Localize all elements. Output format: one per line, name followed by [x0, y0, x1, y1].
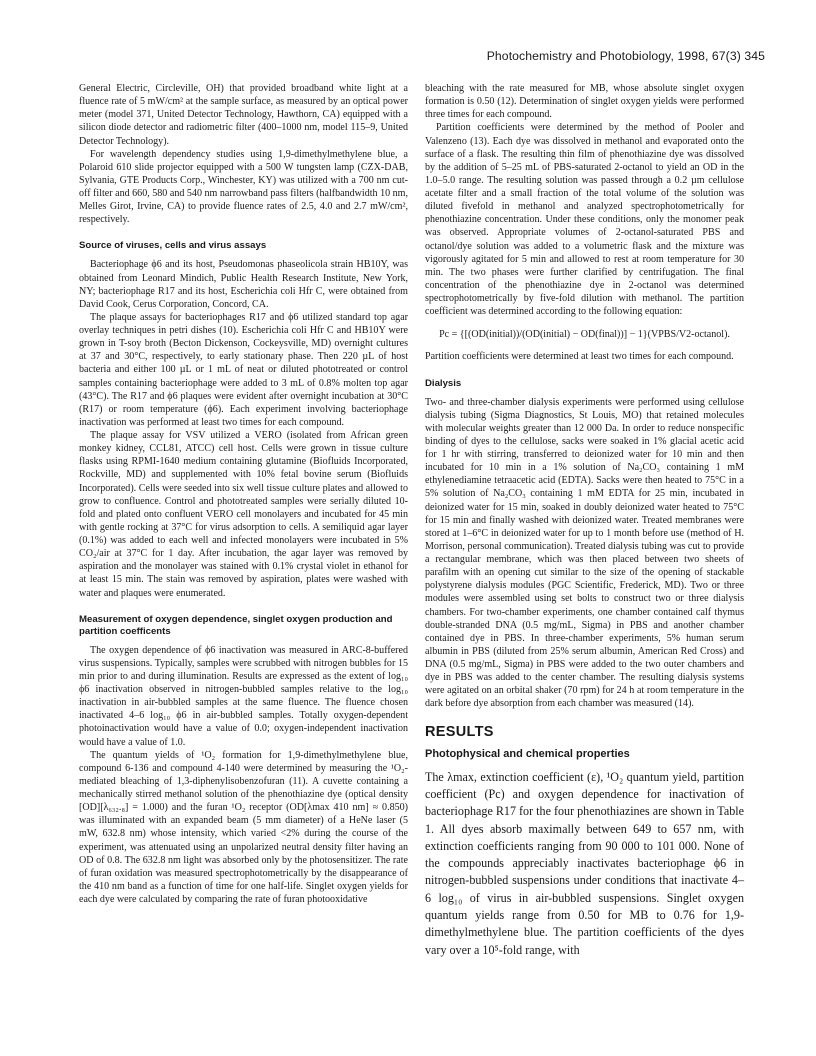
section-heading: Measurement of oxygen dependence, singlet oxygen production and partition coefficents	[79, 613, 393, 637]
paragraph: bleaching with the rate measured for MB, whose absolute singlet oxygen formation is 0.50 (12). Determination of singlet oxygen yields were performed three times for each compound.	[425, 83, 744, 121]
paragraph: The oxygen dependence of ϕ6 inactivation was measured in ARC-8-buffered virus suspensions. Typically, samples were scrubbed with nitrogen bubbles for 15 min prior to and during illumination. Results are expressed as the extent of log₁₀ ϕ6 inactivation observed in nitrogen-bubbled samples relative to the log₁₀ inactivation in air-bubbled samples at the same fluence. The fluence chosen inactivated 4–6 log₁₀ ϕ6 in air-bubbled samples. Totally oxygen-dependent photoinactivation would have a value of 0.0; oxygen-independent inactivation would have a value of 1.0.	[79, 644, 408, 748]
section-heading: Photophysical and chemical properties	[425, 747, 630, 760]
paragraph: Bacteriophage ϕ6 and its host, Pseudomonas phaseolicola strain HB10Y, was obtained from Leonard Mindich, Public Health Research Institute, New York, NY; bacteriophage R17 and its host, Escherichia coli Hfr C, were obtained from David Cook, Cerus Corporation, Concord, CA.	[79, 259, 408, 310]
section-heading: Source of viruses, cells and virus assays	[79, 240, 267, 252]
paragraph: The λmax, extinction coefficient (ε), ¹O₂ quantum yield, partition coefficient (Pc) and oxygen dependence for inactivation of bacteriophage R17 for the four phenothiazines are shown in Table 1. All dyes absorb maximally between 649 to 657 nm, with extinction coefficients ranging from 90 000 to 101 000. None of the compounds appreciably inactivates bacteriophage ϕ6 in nitrogen-bubbled suspensions under conditions that inactivate 4–6 log₁₀ of virus in air-bubbled suspensions. Singlet oxygen quantum yields range from 0.50 for MB to 0.76 for 1,9-dimethylmethylene blue. The partition coefficients of the dyes vary over a 10⁵-fold range, with	[425, 769, 744, 957]
paragraph: For wavelength dependency studies using 1,9-dimethylmethylene blue, a Polaroid 610 slide projector equipped with a 500 W tungsten lamp (CZX-DAB, Sylvania, GTE Products Corp., Winchester, KY) was utilized with a 700 nm cut-off filter and 660, 580 and 540 nm narrowband pass filters (halfbandwidth 10 nm, Melles Girot, Irvine, CA) to provide fluence rates of 2.5, 4.0 and 2.7 mW/cm², respectively.	[79, 148, 408, 226]
paragraph: The plaque assays for bacteriophages R17 and ϕ6 utilized standard top agar overlay techniques in petri dishes (10). Escherichia coli Hfr C and HB10Y were grown in T-soy broth (Becton Dickenson, Cockeysville, MD) overnight cultures at 37 and 30°C, respectively, to early stationary phase. Then 220 µL of host bacteria and either 100 µL or 1 mL of neat or diluted phototreated or control samples containing bacteriophage were added to 3 mL of 0.8% molten top agar (43°C). The R17 and ϕ6 plaques were evident after overnight incubation at 30°C (R17) or room temperature (ϕ6). Each experiment involving bacteriophage inactivation was performed at least two times for each compound.	[79, 311, 408, 428]
section-heading: Dialysis	[425, 377, 462, 389]
paragraph: Partition coefficients were determined at least two times for each compound.	[425, 351, 734, 363]
paragraph: The plaque assay for VSV utilized a VERO (isolated from African green monkey kidney, CCL81, ATCC) cell host. Cells were grown in tissue culture flasks using RPMI-1640 medium containing glutamine (Biofluids Incorporated, Rockville, MD) and supplemented with 10% fetal bovine serum (Biofluids Incorporated). Cells were seeded into six well tissue culture plates and allowed to grow to confluence. Control and phototreated samples were serially diluted 10-fold and plated onto confluent VERO cell monolayers and incubated for 45 min with gentle rocking at 37°C for virus adsorption to cells. A semiliquid agar layer (0.1%) was added to each well and infected monolayers were incubated in 5% CO₂/air at 37°C for 1 day. After incubation, the agar layer was removed by aspiration and the monolayer was stained with 0.1% crystal violet in ethanol for at least 15 min. The stain was removed by aspiration, plates were washed with water and plaques were enumerated.	[79, 430, 408, 599]
results-heading: RESULTS	[425, 723, 494, 740]
paragraph: The quantum yields of ¹O₂ formation for 1,9-dimethylmethylene blue, compound 6-136 and compound 4-140 were determined by measuring the ¹O₂-mediated bleaching of 1,3-diphenylisobenzofuran (11). A cuvette containing a mechanically stirred methanol solution of the phenothiazine dye (optical density [OD][λ₆₃₂.₈] = 1.000) and the furan ¹O₂ receptor (OD[λmax 410 nm] ≈ 0.850) was illuminated with an expanded beam (5 mm diameter) of a HeNe laser (5 mW, 632.8 nm) whose intensity, which varied <2% during the course of the experiment, was attenuated using an unpolarized neutral density filter having an OD of 0.8. The 632.8 nm light was absorbed only by the photosensitizer. The rate of furan oxidation was measured spectrophotometrically by the disappearance of the 410 nm band as a function of time for one half-life. Singlet oxygen yields for each dye were calculated by comparing the rate of furan photooxidative	[79, 749, 408, 905]
right-column	[425, 82, 744, 959]
paragraph: Two- and three-chamber dialysis experiments were performed using cellulose dialysis tubing (Sigma Diagnostics, St Louis, MO) that retained molecules with molecular weights greater than 12 000 Da. In order to reduce nonspecific binding of dyes to the cellulose, sacks were soaked in 1% glacial acetic acid for 1 hr with stirring, transferred to deionized water for 10 min and then incubated for 10 min in a 1% solution of Na₂CO₃ containing 1 mM ethylenediamine tetraacetic acid (EDTA). Sacks were then heated to 75°C in a 5% solution of Na₂CO₃ containing 1 mM EDTA for 25 min, incubated in deionized water for 15 min, soaked in doubly deionized water heated to 75°C for 15 min and finally washed with deionized water. Treated membranes were stored at 1–6°C in deionized water for up to 1 month before use (method of H. Morrison, personal communication). Treated dialysis tubing was cut to provide a rectangular membrane, which was then placed between two sheets of parafilm with an opening cut similar to the size of the opening of stackable polystyrene dialysis modules (PGC Scientific, Frederick, MD). Two or three modules were assembled using set bolts to construct two or three dialysis chambers. For two-chamber experiments, one chamber contained calf thymus double-stranded DNA (0.5 mg/mL, Sigma) in PBS and another chamber contained dye in PBS. In three-chamber experiments, 5% human serum albumin in PBS (diluted from 25% serum albumin, American Red Cross) and DNA (0.5 mg/mL, Sigma) in PBS were added to the two outer chambers and dye in PBS was added to the center chamber. The resulting dialysis systems were agitated on an orbital shaker (70 rpm) for 24 h at room temperature in the dark before dye absorption from each chamber was measured (14).	[425, 396, 744, 710]
running-header: Photochemistry and Photobiology, 1998, 67(3) 345	[486, 49, 765, 63]
left-column	[79, 82, 408, 906]
paragraph: General Electric, Circleville, OH) that provided broadband white light at a fluence rate of 5 mW/cm² at the sample surface, as measured by an optical power meter (model 371, United Detector Technology, Hawthorn, CA) equipped with a silicon diode detector and radiometric filter (400–1000 nm, model 115–9, United Detector Technology).	[79, 83, 408, 147]
partition-equation: Pc = {[(OD(initial))/(OD(initial) − OD(final))] − 1}(VPBS/V2-octanol).	[439, 329, 730, 341]
paragraph: Partition coefficients were determined by the method of Pooler and Valenzeno (13). Each dye was dissolved in methanol and evaporated onto the surface of a flask. The resulting thin film of phenothiazine dye was dissolved by the addition of 5–25 mL of PBS-saturated 2-octanol to yield an OD in the 1.0–5.0 range. The resulting solution was passed through a 0.2 µm cellulose acetate filter and a small fraction of the total volume of the solution was diluted fivefold in methanol and analyzed spectrophotometrically for phenothiazine concentration. Under these conditions, only the monomer peak was observed. Appropriate volumes of 2-octanol-saturated PBS and octanol/dye solution was added to a volumetric flask and the mixture was vigorously agitated for 5 min and allowed to rest at room temperature for 30 min. The two phases were further clarified by centrifugation. The final concentration of the phenothiazine dye in 2-octanol was determined spectrophotometrically by five-fold dilution with methanol. The partition coefficient was determined according to the following equation:	[425, 122, 744, 318]
